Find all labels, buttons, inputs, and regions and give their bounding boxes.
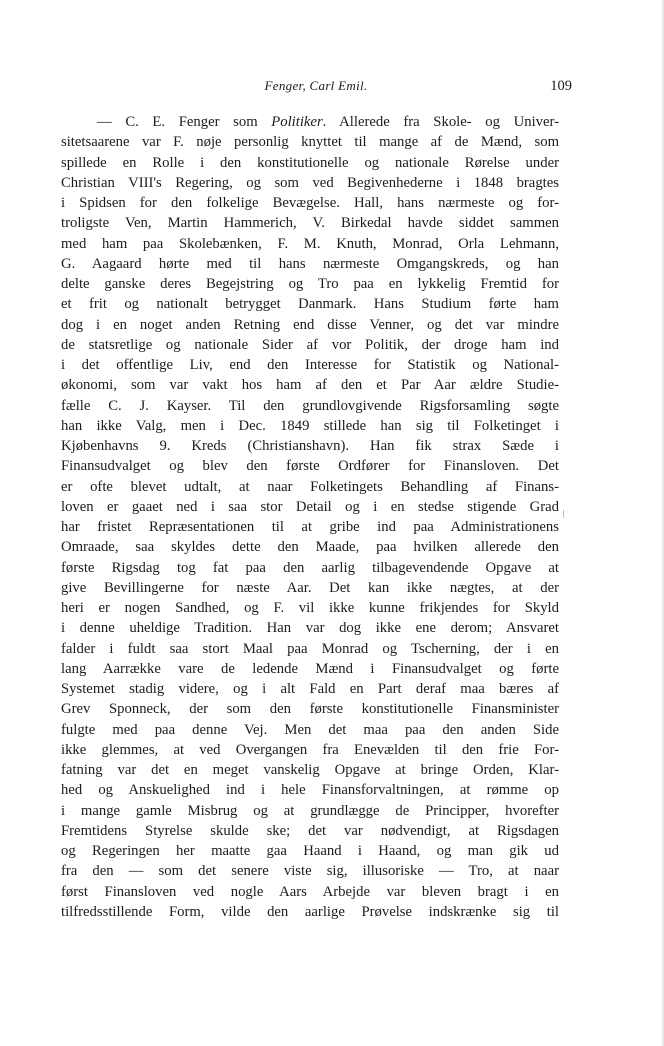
- text-line: hed og Anskuelighed ind i hele Finansforvaltningen, at rømme op: [61, 782, 559, 799]
- text-line: de statsretlige og nationale Sider af vor Politik, der droge ham ind: [61, 336, 559, 353]
- text-line: give Bevillingerne for næste Aar. Det kan ikke nægtes, at der: [61, 579, 559, 596]
- text-line: økonomi, som var vakt hos ham af den et Par Aar ældre Studie-: [61, 377, 559, 394]
- text-line: troligste Ven, Martin Hammerich, V. Birkedal havde siddet sammen: [61, 215, 559, 232]
- text-line: Christian VIII's Regering, og som ved Begivenhederne i 1848 bragtes: [61, 174, 559, 191]
- text-line: med ham paa Skolebænken, F. M. Knuth, Monrad, Orla Lehmann,: [61, 235, 559, 252]
- text-line: Fremtidens Styrelse skulde ske; det var nødvendigt, at Rigsdagen: [61, 822, 559, 839]
- text-line-first-start: — C. E. Fenger som: [97, 114, 272, 130]
- body-text: [61, 112, 559, 922]
- text-line: i denne uheldige Tradition. Han var dog ikke ene derom; Ansvaret: [61, 620, 559, 637]
- running-head-title: Fenger, Carl Emil.: [264, 78, 368, 93]
- text-line: heri er nogen Sandhed, og F. vil ikke kunne frikjendes for Skyld: [61, 600, 559, 616]
- text-line: G. Aagaard hørte med til hans nærmeste Omgangskreds, og han: [61, 255, 559, 272]
- text-line: delte ganske deres Begejstring og Tro paa en lykkelig Fremtid for: [61, 276, 559, 292]
- text-line: dog i en noget anden Retning end disse Venner, og det var mindre: [61, 316, 559, 333]
- margin-mark: [563, 510, 567, 518]
- text-line: Systemet stadig videre, og i alt Fald en Part deraf maa bæres af: [61, 681, 559, 697]
- text-line: Omraade, saa skyldes dette den Maade, paa hvilken allerede den: [61, 539, 559, 556]
- text-line: har fristet Repræsentationen til at gribe ind paa Administrationens: [61, 519, 559, 535]
- text-line: i Spidsen for den folkelige Bevægelse. Hall, hans nærmeste og for-: [61, 195, 559, 211]
- text-line: og Regeringen her maatte gaa Haand i Haand, og man gik ud: [61, 843, 559, 859]
- text-line: han ikke Valg, men i Dec. 1849 stillede han sig til Folketinget i: [61, 417, 559, 434]
- text-line: lang Aarrække vare de ledende Mænd i Finansudvalget og førte: [61, 660, 559, 677]
- text-line: fælle C. J. Kayser. Til den grundlovgivende Rigsforsamling søgte: [61, 397, 559, 414]
- text-line: Grev Sponneck, der som den første konstitutionelle Finansminister: [61, 701, 559, 718]
- italic-term-politiker: Politiker: [271, 114, 323, 130]
- text-line: første Rigsdag tog fat paa den aarlig tilbagevendende Opgave at: [61, 559, 559, 576]
- text-line: er ofte blevet udtalt, at naar Folketingets Behandling af Finans-: [61, 478, 559, 495]
- text-line: spillede en Rolle i den konstitutionelle og nationale Rørelse under: [61, 154, 559, 171]
- text-line: loven er gaaet ned i saa stor Detail og i en stedse stigende Grad: [61, 498, 559, 515]
- text-line: fulgte med paa denne Vej. Men det maa paa den anden Side: [61, 721, 559, 738]
- page-number: 109: [550, 78, 572, 94]
- text-line-first-end: . Allerede fra Skole- og Univer-: [322, 114, 559, 130]
- running-header: [60, 78, 572, 102]
- text-line: i mange gamle Misbrug og at grundlægge de Principper, hvorefter: [61, 802, 559, 819]
- text-line-first: [61, 112, 559, 132]
- text-line: et frit og nationalt betrygget Danmark. Hans Studium førte ham: [61, 296, 559, 313]
- text-line: falder i fuldt saa stort Maal paa Monrad og Tscherning, der i en: [61, 640, 559, 657]
- text-line: fatning var det en meget vanskelig Opgave at bringe Orden, Klar-: [61, 762, 559, 778]
- text-line: Kjøbenhavns 9. Kreds (Christianshavn). Han fik strax Sæde i: [61, 438, 559, 454]
- text-line: Finansudvalget og blev den første Ordfører for Finansloven. Det: [61, 458, 559, 475]
- text-line: ikke glemmes, at ved Overgangen fra Enevælden til den frie For-: [61, 741, 559, 758]
- text-line: sitetsaarene var F. nøje personlig knyttet til mange af de Mænd, som: [61, 134, 559, 151]
- text-line: først Finansloven ved nogle Aars Arbejde var bleven bragt i en: [61, 883, 559, 900]
- text-line: tilfredsstillende Form, vilde den aarlige Prøvelse indskrænke sig til: [61, 903, 559, 920]
- text-line: i det offentlige Liv, end den Interesse for Statistik og National-: [61, 357, 559, 373]
- text-line: fra den — som det senere viste sig, illusoriske — Tro, at naar: [61, 863, 559, 880]
